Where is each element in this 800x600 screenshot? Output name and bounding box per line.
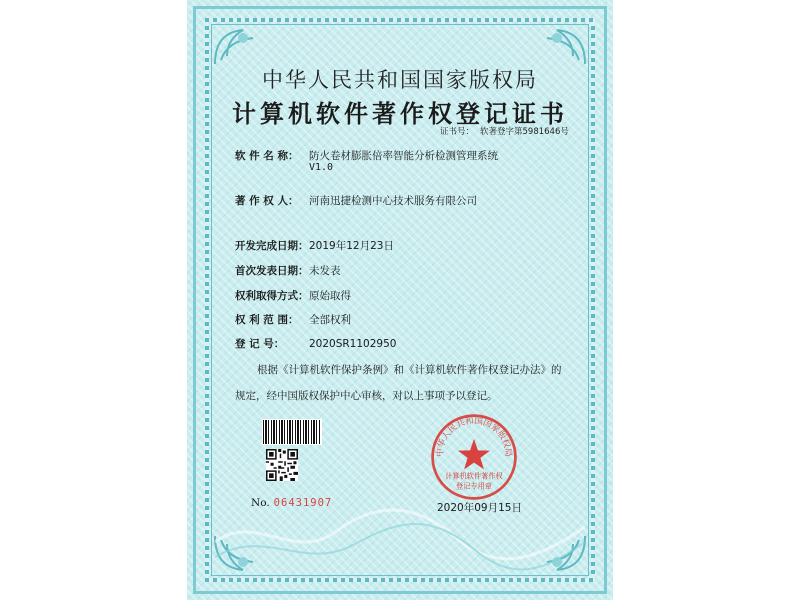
field-label: 权利取得方式： (235, 290, 309, 302)
issuer-title: 中华人民共和国国家版权局 (262, 68, 538, 92)
statement (235, 357, 565, 409)
field-label: 首次发表日期： (235, 265, 309, 277)
field-label: 权 利 范 围： (235, 314, 299, 326)
field-value: 2020SR1102950 (309, 338, 397, 350)
field-label: 著 作 权 人： (235, 195, 299, 207)
field-version: V1.0 (309, 162, 334, 173)
field-publish-date (235, 263, 341, 278)
barcode-icon (262, 419, 322, 445)
statement-line: 根据《计算机软件保护条例》和《计算机软件著作权登记办法》的 (257, 364, 562, 376)
field-value: 河南迅捷检测中心技术服务有限公司 (309, 195, 477, 207)
field-value: 2019年12月23日 (309, 240, 394, 252)
corner-ornament-icon (213, 26, 259, 66)
field-value: 未发表 (309, 265, 341, 277)
official-seal-icon (429, 412, 519, 502)
field-completion-date (235, 238, 394, 253)
field-registration-number (235, 336, 396, 351)
serial-prefix: No. (251, 497, 270, 509)
statement-line: 规定，经中国版权保护中心审核，对以上事项予以登记。 (235, 390, 498, 402)
field-acquisition-method (235, 288, 351, 303)
field-value: 防火卷材膨胀倍率智能分析检测管理系统 (309, 150, 498, 162)
serial-value: 06431907 (273, 497, 333, 509)
wave-ornament (215, 482, 585, 572)
field-copyright-owner (235, 193, 477, 208)
certificate-number-label: 证书号： (440, 127, 475, 137)
qr-code-icon (266, 449, 298, 481)
corner-ornament-icon (541, 26, 587, 66)
seal-line-1: 计算机软件著作权 (445, 471, 503, 481)
field-software-name (235, 148, 498, 173)
serial-number (251, 497, 332, 509)
field-value: 原始取得 (309, 290, 351, 302)
certificate-number (440, 125, 575, 137)
certificate-number-value: 软著登字第5981646号 (480, 127, 569, 137)
certificate (187, 0, 613, 600)
issue-date: 2020年09月15日 (437, 502, 522, 514)
seal-line-2: 登记专用章 (456, 481, 492, 491)
seal-arc-text: 中华人民共和国国家版权局 (435, 416, 513, 458)
field-label: 开发完成日期： (235, 240, 309, 252)
field-label: 软 件 名 称： (235, 150, 299, 162)
field-label: 登 记 号： (235, 338, 285, 350)
field-rights-scope (235, 312, 351, 327)
field-value: 全部权利 (309, 314, 351, 326)
certificate-title: 计算机软件著作权登记证书 (232, 99, 568, 128)
